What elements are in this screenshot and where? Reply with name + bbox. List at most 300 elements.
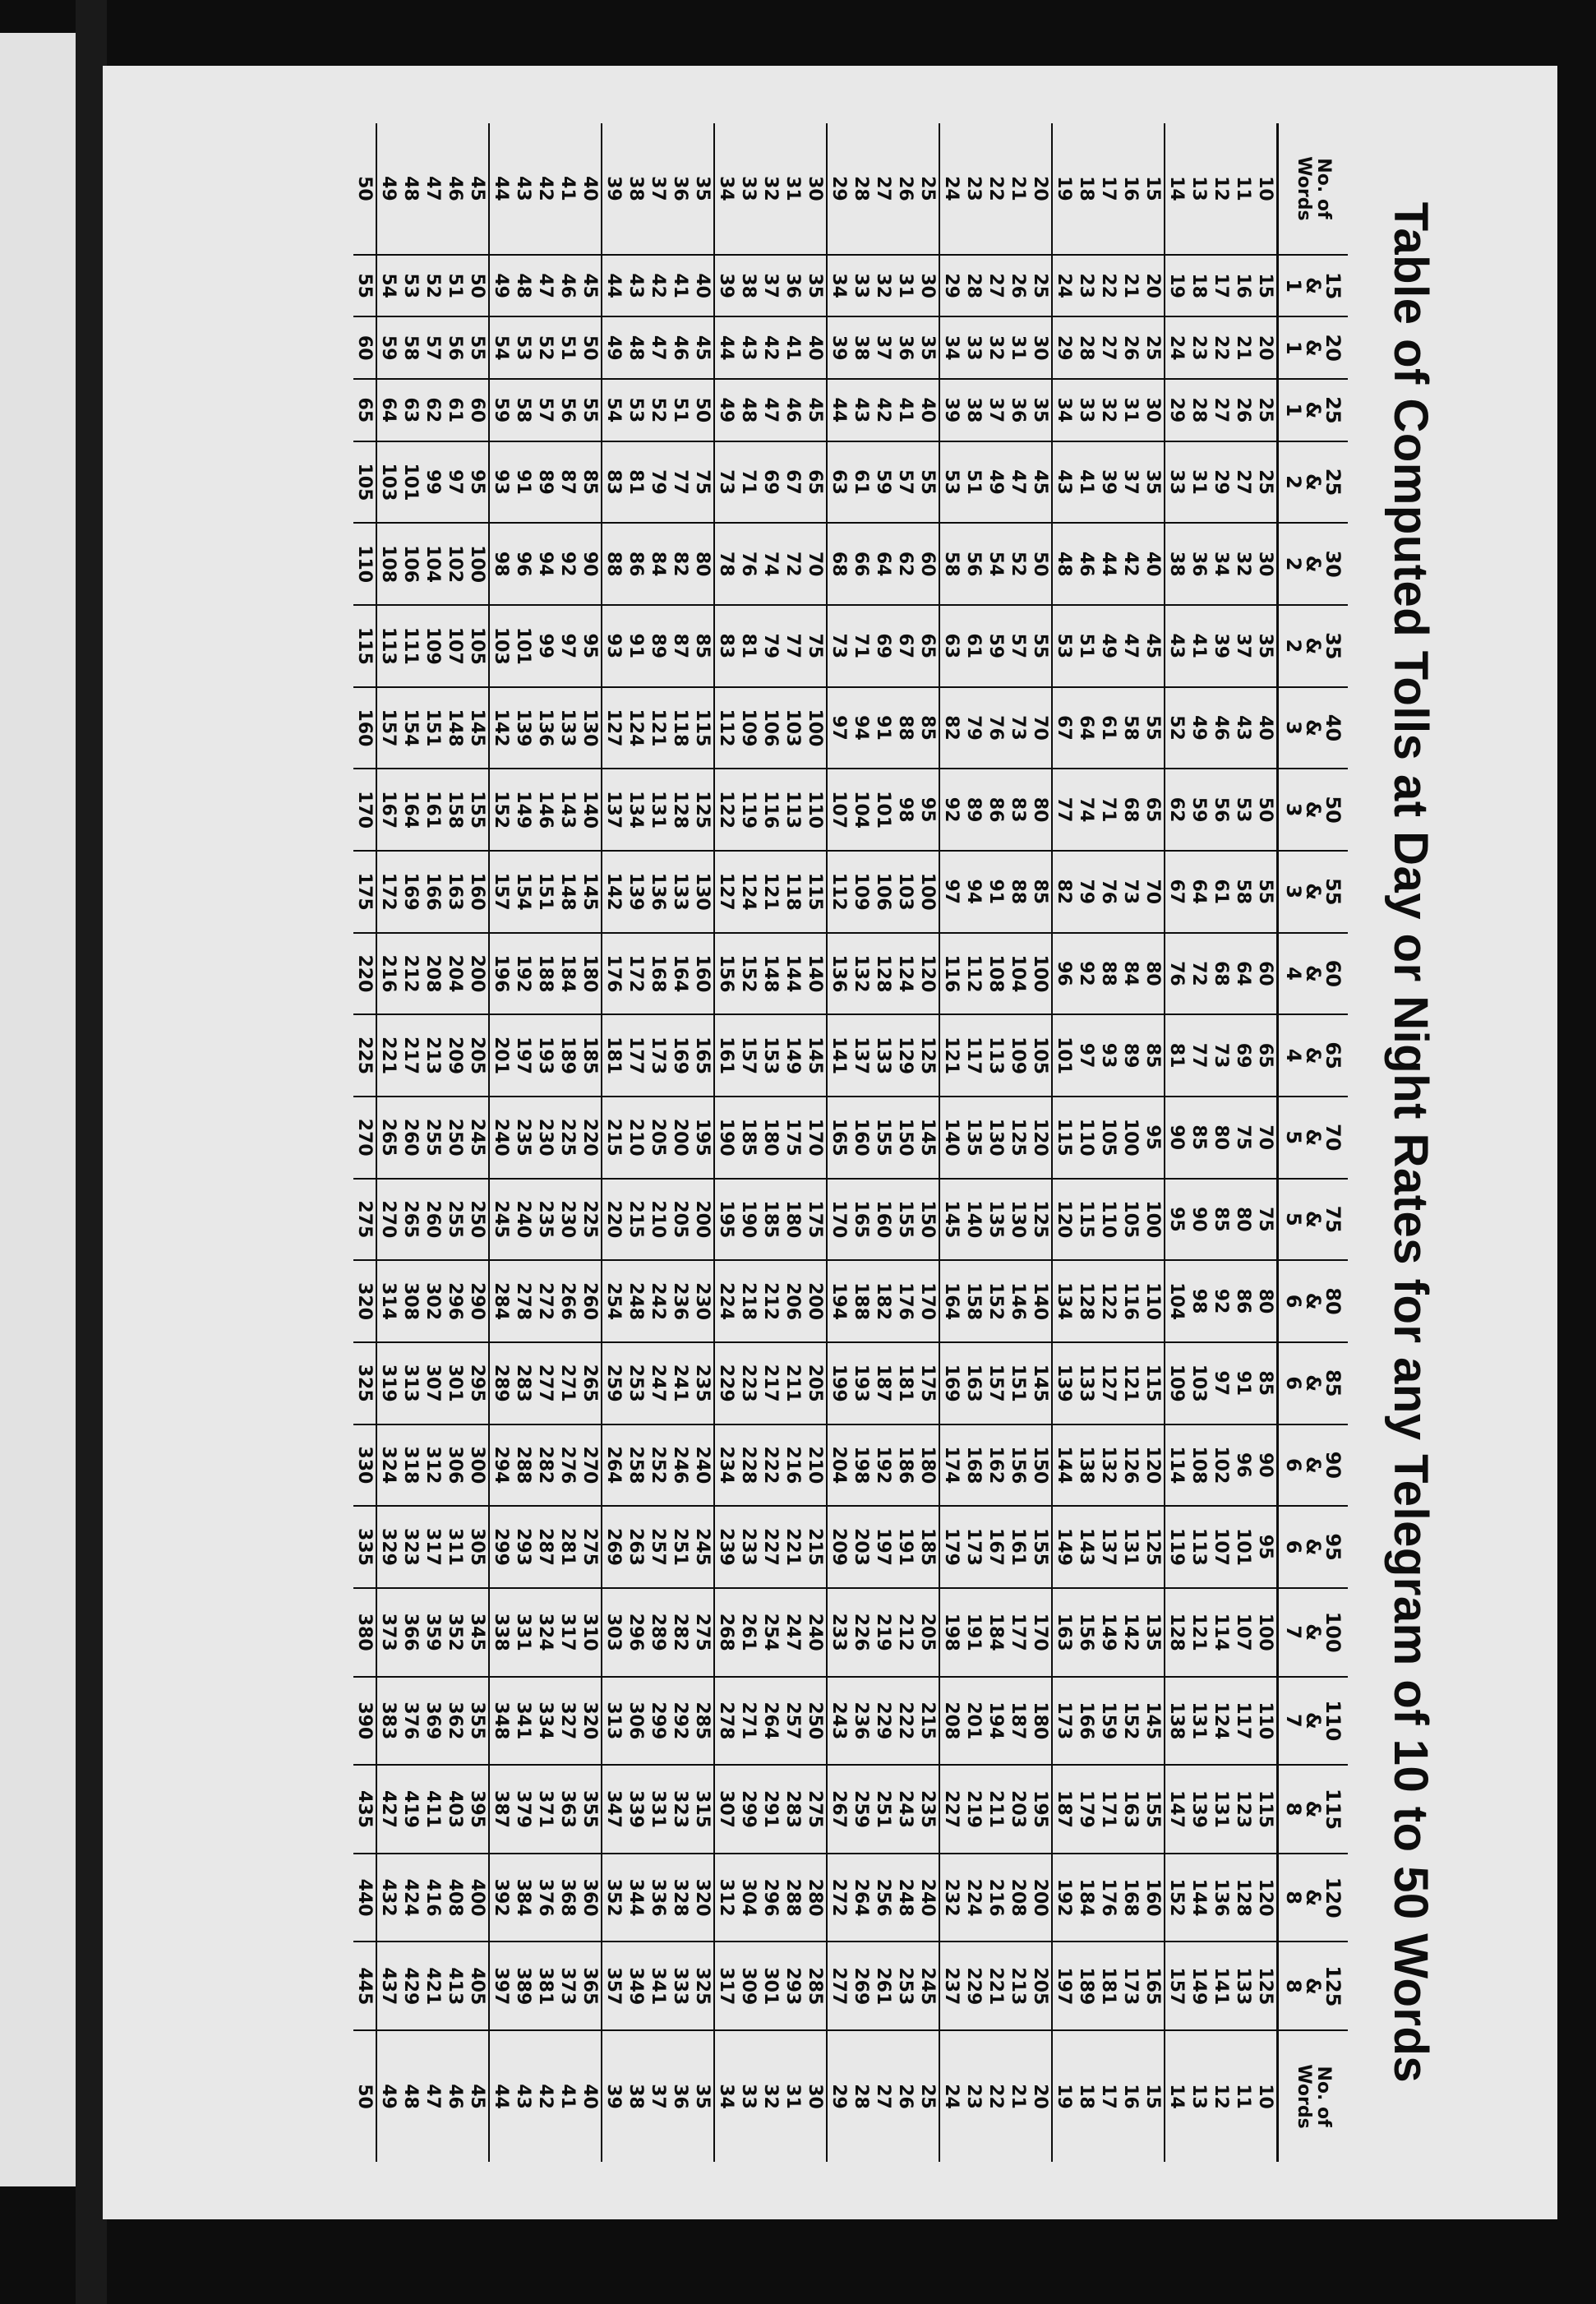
toll-cell: 200	[669, 1097, 691, 1179]
rate-header-line: 2	[1282, 556, 1305, 571]
toll-cell: 360	[579, 1854, 602, 1942]
rate-column-header	[1278, 1260, 1349, 1342]
toll-cell: 196	[489, 933, 512, 1015]
toll-cell: 56	[556, 379, 579, 441]
toll-cell: 113	[782, 769, 804, 851]
toll-cell: 217	[399, 1014, 422, 1097]
rate-header-line: 25	[1322, 396, 1345, 424]
toll-cell: 268	[714, 1588, 737, 1677]
rate-header-line: 6	[1282, 1294, 1305, 1309]
toll-cell: 160	[353, 687, 376, 769]
toll-cell: 325	[353, 1342, 376, 1424]
toll-cell: 235	[916, 1765, 939, 1854]
table-row	[939, 123, 962, 2162]
toll-cell: 324	[376, 1424, 399, 1507]
toll-cell: 75	[1254, 1179, 1278, 1261]
toll-cell: 57	[1007, 605, 1029, 687]
toll-cell: 193	[534, 1014, 556, 1097]
rate-column-header	[1278, 1424, 1349, 1507]
toll-cell: 130	[579, 687, 602, 769]
toll-cell: 45	[804, 379, 827, 441]
toll-cell: 100	[466, 523, 489, 605]
toll-cell: 152	[985, 1260, 1007, 1342]
toll-cell: 110	[804, 769, 827, 851]
toll-cell: 150	[894, 1097, 916, 1179]
toll-cell: 115	[804, 851, 827, 933]
toll-cell: 186	[894, 1424, 916, 1507]
toll-cell: 64	[1232, 933, 1254, 1015]
toll-cell: 257	[647, 1506, 669, 1588]
toll-cell: 52	[534, 316, 556, 379]
rate-header-line: &	[1302, 1623, 1325, 1641]
rate-header-line: 1	[1282, 340, 1305, 355]
toll-cell: 80	[1254, 1260, 1278, 1342]
toll-cell: 169	[939, 1342, 962, 1424]
toll-cell: 187	[1052, 1765, 1075, 1854]
toll-cell: 180	[1029, 1677, 1052, 1766]
word-count-cell: 29	[827, 2030, 850, 2162]
toll-cell: 100	[804, 687, 827, 769]
toll-cell: 104	[1165, 1260, 1188, 1342]
toll-cell: 128	[1232, 1854, 1254, 1942]
toll-cell: 64	[376, 379, 399, 441]
toll-cell: 42	[647, 255, 669, 317]
toll-cell: 208	[939, 1677, 962, 1766]
toll-cell: 47	[1119, 605, 1142, 687]
toll-cell: 79	[962, 687, 985, 769]
toll-cell: 32	[1097, 379, 1119, 441]
toll-cell: 48	[737, 379, 759, 441]
toll-cell: 165	[691, 1014, 714, 1097]
toll-cell: 75	[1232, 1097, 1254, 1179]
toll-cell: 163	[962, 1342, 985, 1424]
toll-cell: 235	[691, 1342, 714, 1424]
toll-cell: 220	[602, 1179, 625, 1261]
toll-cell: 101	[1232, 1506, 1254, 1588]
word-count-cell: 38	[625, 176, 646, 201]
word-count-cell: 36	[669, 2030, 691, 2162]
toll-cell: 172	[625, 933, 647, 1015]
toll-cell: 70	[804, 523, 827, 605]
rate-header-line: 3	[1282, 721, 1305, 735]
rate-header-line: 30	[1322, 550, 1345, 578]
toll-cell: 102	[1210, 1424, 1232, 1507]
toll-cell: 93	[602, 605, 625, 687]
toll-cell: 142	[489, 687, 512, 769]
toll-cell: 264	[759, 1677, 782, 1766]
toll-cell: 261	[737, 1588, 759, 1677]
toll-cell: 136	[827, 933, 850, 1015]
toll-cell: 277	[534, 1342, 556, 1424]
toll-cell: 124	[894, 933, 916, 1015]
toll-cell: 53	[939, 441, 962, 524]
table-row	[1165, 123, 1188, 2162]
toll-cell: 311	[444, 1506, 466, 1588]
toll-cell: 148	[759, 933, 782, 1015]
toll-cell: 60	[916, 523, 939, 605]
toll-cell: 28	[1188, 379, 1210, 441]
toll-cell: 240	[691, 1424, 714, 1507]
toll-cell: 240	[804, 1588, 827, 1677]
toll-cell: 366	[399, 1588, 422, 1677]
toll-cell: 57	[534, 379, 556, 441]
toll-cell: 62	[1165, 769, 1188, 851]
toll-cell: 86	[625, 523, 647, 605]
toll-cell: 352	[602, 1854, 625, 1942]
toll-cell: 45	[691, 316, 714, 379]
toll-cell: 30	[1142, 379, 1165, 441]
toll-cell: 236	[669, 1260, 691, 1342]
facing-page-edge	[0, 33, 77, 2186]
toll-cell: 245	[691, 1506, 714, 1588]
toll-cell: 145	[804, 1014, 827, 1097]
toll-cell: 56	[444, 316, 466, 379]
toll-cell: 363	[556, 1765, 579, 1854]
toll-cell: 293	[782, 1942, 804, 2030]
toll-cell: 264	[850, 1854, 872, 1942]
toll-cell: 283	[512, 1342, 534, 1424]
toll-cell: 34	[939, 316, 962, 379]
toll-cell: 53	[625, 379, 647, 441]
rate-header-line: &	[1302, 883, 1325, 901]
toll-cell: 216	[376, 933, 399, 1015]
toll-cell: 32	[985, 316, 1007, 379]
toll-cell: 257	[782, 1677, 804, 1766]
toll-cell: 315	[691, 1765, 714, 1854]
toll-cell: 132	[850, 933, 872, 1015]
toll-cell: 107	[444, 605, 466, 687]
table-row	[376, 123, 399, 2162]
word-count-cell: 31	[782, 2030, 804, 2162]
toll-cell: 95	[916, 769, 939, 851]
toll-cell: 204	[827, 1424, 850, 1507]
toll-cell: 188	[534, 933, 556, 1015]
toll-cell: 171	[1097, 1765, 1119, 1854]
toll-cell: 116	[1119, 1260, 1142, 1342]
toll-cell: 309	[737, 1942, 759, 2030]
word-count-cell: 36	[670, 176, 690, 201]
toll-cell: 124	[737, 851, 759, 933]
toll-cell: 215	[916, 1677, 939, 1766]
toll-cell: 288	[782, 1854, 804, 1942]
toll-cell: 77	[1188, 1014, 1210, 1097]
rate-header-line: 65	[1322, 1041, 1345, 1069]
toll-cell: 115	[691, 687, 714, 769]
toll-cell: 29	[939, 255, 962, 317]
toll-cell: 167	[985, 1506, 1007, 1588]
table-row	[691, 123, 714, 2162]
word-count-cell: 33	[737, 2030, 759, 2162]
toll-cell: 330	[353, 1424, 376, 1507]
table-row	[985, 123, 1007, 2162]
toll-cell: 190	[737, 1179, 759, 1261]
toll-cell: 63	[399, 379, 422, 441]
toll-cell: 101	[872, 769, 894, 851]
rate-column-header	[1278, 1506, 1349, 1588]
toll-cell: 122	[714, 769, 737, 851]
toll-cell: 140	[939, 1097, 962, 1179]
toll-cell: 95	[579, 605, 602, 687]
toll-cell: 25	[1254, 441, 1278, 524]
rate-header-line: 1	[1282, 279, 1305, 293]
toll-cell: 255	[444, 1179, 466, 1261]
rate-header-line: 75	[1322, 1205, 1345, 1234]
toll-cell: 276	[556, 1424, 579, 1507]
toll-cell: 234	[714, 1424, 737, 1507]
toll-cell: 255	[422, 1097, 444, 1179]
toll-cell: 124	[1210, 1677, 1232, 1766]
toll-cell: 49	[1097, 605, 1119, 687]
toll-cell: 157	[1165, 1942, 1188, 2030]
toll-cell: 105	[353, 441, 376, 524]
toll-cell: 192	[872, 1424, 894, 1507]
toll-cell: 336	[647, 1854, 669, 1942]
toll-cell: 62	[422, 379, 444, 441]
toll-cell: 239	[714, 1506, 737, 1588]
toll-cell: 94	[534, 523, 556, 605]
word-count-cell: 30	[804, 2030, 827, 2162]
toll-cell: 58	[512, 379, 534, 441]
toll-cell: 46	[669, 316, 691, 379]
rate-column-header	[1278, 441, 1349, 524]
toll-cell: 81	[737, 605, 759, 687]
toll-cell: 189	[1075, 1942, 1097, 2030]
toll-cell: 35	[1029, 379, 1052, 441]
toll-cell: 155	[872, 1097, 894, 1179]
rate-header-line: 5	[1282, 1130, 1305, 1145]
rate-column-header	[1278, 1677, 1349, 1766]
word-count-cell: 43	[513, 176, 533, 201]
toll-cell: 215	[625, 1179, 647, 1261]
toll-cell: 149	[782, 1014, 804, 1097]
toll-cell: 111	[399, 605, 422, 687]
toll-cell: 69	[759, 441, 782, 524]
table-row	[916, 123, 939, 2162]
table-row	[1188, 123, 1210, 2162]
toll-cell: 88	[1007, 851, 1029, 933]
toll-cell: 103	[376, 441, 399, 524]
toll-cell: 219	[872, 1588, 894, 1677]
toll-cell: 75	[691, 441, 714, 524]
toll-cell: 108	[376, 523, 399, 605]
toll-cell: 159	[1097, 1677, 1119, 1766]
toll-cell: 136	[1210, 1854, 1232, 1942]
rate-header-line: &	[1302, 1711, 1325, 1729]
toll-cell: 131	[1210, 1765, 1232, 1854]
toll-cell: 121	[759, 851, 782, 933]
toll-cell: 230	[534, 1097, 556, 1179]
toll-cell: 138	[1075, 1424, 1097, 1507]
toll-cell: 200	[1029, 1854, 1052, 1942]
toll-cell: 373	[556, 1942, 579, 2030]
rate-header-line: 6	[1282, 1376, 1305, 1391]
toll-cell: 197	[512, 1014, 534, 1097]
word-count-cell: 47	[422, 176, 443, 201]
toll-cell: 97	[1210, 1342, 1232, 1424]
toll-cell: 187	[872, 1342, 894, 1424]
toll-cell: 85	[1142, 1014, 1165, 1097]
toll-cell: 40	[916, 379, 939, 441]
toll-cell: 188	[850, 1260, 872, 1342]
toll-cell: 312	[422, 1424, 444, 1507]
toll-cell: 184	[985, 1588, 1007, 1677]
toll-cell: 158	[962, 1260, 985, 1342]
toll-cell: 67	[1052, 687, 1075, 769]
toll-cell: 408	[444, 1854, 466, 1942]
toll-cell: 341	[512, 1677, 534, 1766]
toll-cell: 235	[512, 1097, 534, 1179]
toll-cell: 87	[556, 441, 579, 524]
toll-cell: 30	[1254, 523, 1278, 605]
toll-cell: 195	[1029, 1765, 1052, 1854]
toll-cell: 246	[669, 1424, 691, 1507]
toll-cell: 152	[489, 769, 512, 851]
table-row	[444, 123, 466, 2162]
toll-cell: 260	[422, 1179, 444, 1261]
toll-cell: 76	[1165, 933, 1188, 1015]
toll-cell: 89	[534, 441, 556, 524]
word-count-cell: 38	[625, 2030, 647, 2162]
toll-cell: 157	[737, 1014, 759, 1097]
table-row	[647, 123, 669, 2162]
toll-cell: 112	[962, 933, 985, 1015]
word-count-cell: 19	[1052, 2030, 1075, 2162]
toll-cell: 323	[399, 1506, 422, 1588]
toll-cell: 97	[1075, 1014, 1097, 1097]
toll-cell: 97	[939, 851, 962, 933]
toll-cell: 275	[804, 1765, 827, 1854]
toll-cell: 338	[489, 1588, 512, 1677]
word-count-cell: 16	[1120, 176, 1141, 201]
toll-cell: 67	[782, 441, 804, 524]
toll-cell: 345	[466, 1588, 489, 1677]
toll-cell: 31	[894, 255, 916, 317]
toll-cell: 445	[353, 1942, 376, 2030]
toll-cell: 68	[1210, 933, 1232, 1015]
word-count-cell: 45	[466, 123, 489, 255]
rate-header-line: 70	[1322, 1124, 1345, 1152]
rate-header-line: 3	[1282, 884, 1305, 899]
toll-cell: 118	[782, 851, 804, 933]
toll-cell: 80	[1210, 1097, 1232, 1179]
toll-cell: 119	[1165, 1506, 1188, 1588]
toll-cell: 203	[1007, 1765, 1029, 1854]
toll-cell: 210	[647, 1179, 669, 1261]
toll-cell: 51	[669, 379, 691, 441]
rate-header-line: 4	[1282, 1048, 1305, 1063]
toll-cell: 33	[962, 316, 985, 379]
toll-cell: 71	[737, 441, 759, 524]
toll-cell: 61	[1097, 687, 1119, 769]
toll-cell: 93	[489, 441, 512, 524]
toll-cell: 54	[489, 316, 512, 379]
toll-cell: 283	[782, 1765, 804, 1854]
toll-cell: 300	[466, 1424, 489, 1507]
toll-cell: 205	[669, 1179, 691, 1261]
toll-cell: 144	[1052, 1424, 1075, 1507]
toll-cell: 211	[782, 1342, 804, 1424]
toll-cell: 157	[376, 687, 399, 769]
toll-cell: 113	[1188, 1506, 1210, 1588]
toll-cell: 26	[1119, 316, 1142, 379]
toll-cell: 61	[444, 379, 466, 441]
toll-cell: 320	[691, 1854, 714, 1942]
toll-cell: 161	[714, 1014, 737, 1097]
toll-cell: 51	[556, 316, 579, 379]
toll-cell: 123	[1232, 1765, 1254, 1854]
toll-cell: 205	[916, 1588, 939, 1677]
toll-cell: 292	[669, 1677, 691, 1766]
toll-cell: 271	[737, 1677, 759, 1766]
word-count-cell: 33	[738, 176, 759, 201]
toll-cell: 93	[1097, 1014, 1119, 1097]
toll-cell: 90	[579, 523, 602, 605]
toll-cell: 191	[894, 1506, 916, 1588]
toll-cell: 40	[1142, 523, 1165, 605]
toll-cell: 248	[625, 1260, 647, 1342]
toll-cell: 185	[916, 1506, 939, 1588]
toll-cell: 139	[1052, 1342, 1075, 1424]
toll-cell: 46	[556, 255, 579, 317]
toll-cell: 37	[1119, 441, 1142, 524]
toll-cell: 68	[1119, 769, 1142, 851]
toll-cell: 92	[1075, 933, 1097, 1015]
toll-cell: 115	[1142, 1342, 1165, 1424]
table-row	[534, 123, 556, 2162]
toll-cell: 259	[602, 1342, 625, 1424]
toll-cell: 24	[1052, 255, 1075, 317]
toll-cell: 133	[1232, 1942, 1254, 2030]
toll-cell: 120	[1254, 1854, 1278, 1942]
toll-cell: 151	[1007, 1342, 1029, 1424]
table-row	[625, 123, 647, 2162]
toll-cell: 92	[939, 769, 962, 851]
toll-cell: 38	[850, 316, 872, 379]
toll-cell: 84	[1119, 933, 1142, 1015]
toll-cell: 96	[512, 523, 534, 605]
toll-cell: 101	[399, 441, 422, 524]
word-count-cell: 14	[1165, 2030, 1188, 2162]
toll-cell: 34	[1052, 379, 1075, 441]
toll-cell: 27	[985, 255, 1007, 317]
toll-cell: 79	[1075, 851, 1097, 933]
toll-cell: 53	[1052, 605, 1075, 687]
rate-column-header	[1278, 769, 1349, 851]
toll-cell: 215	[602, 1097, 625, 1179]
toll-cell: 235	[534, 1179, 556, 1261]
toll-cell: 318	[399, 1424, 422, 1507]
rate-header-line: &	[1302, 1210, 1325, 1228]
toll-cell: 120	[1142, 1424, 1165, 1507]
rate-header-line: 85	[1322, 1369, 1345, 1397]
toll-cell: 413	[444, 1942, 466, 2030]
toll-cell: 128	[669, 769, 691, 851]
toll-cell: 114	[1165, 1424, 1188, 1507]
toll-cell: 26	[1232, 379, 1254, 441]
toll-cell: 193	[850, 1342, 872, 1424]
toll-cell: 229	[962, 1942, 985, 2030]
toll-cell: 37	[985, 379, 1007, 441]
toll-cell: 131	[647, 769, 669, 851]
rate-header-line: &	[1302, 1374, 1325, 1392]
toll-cell: 201	[489, 1014, 512, 1097]
toll-cell: 285	[691, 1677, 714, 1766]
toll-cell: 170	[827, 1179, 850, 1261]
word-count-cell: 10	[1255, 176, 1275, 201]
rate-header-line: 7	[1282, 1713, 1305, 1728]
toll-cell: 28	[962, 255, 985, 317]
toll-cell: 240	[512, 1179, 534, 1261]
